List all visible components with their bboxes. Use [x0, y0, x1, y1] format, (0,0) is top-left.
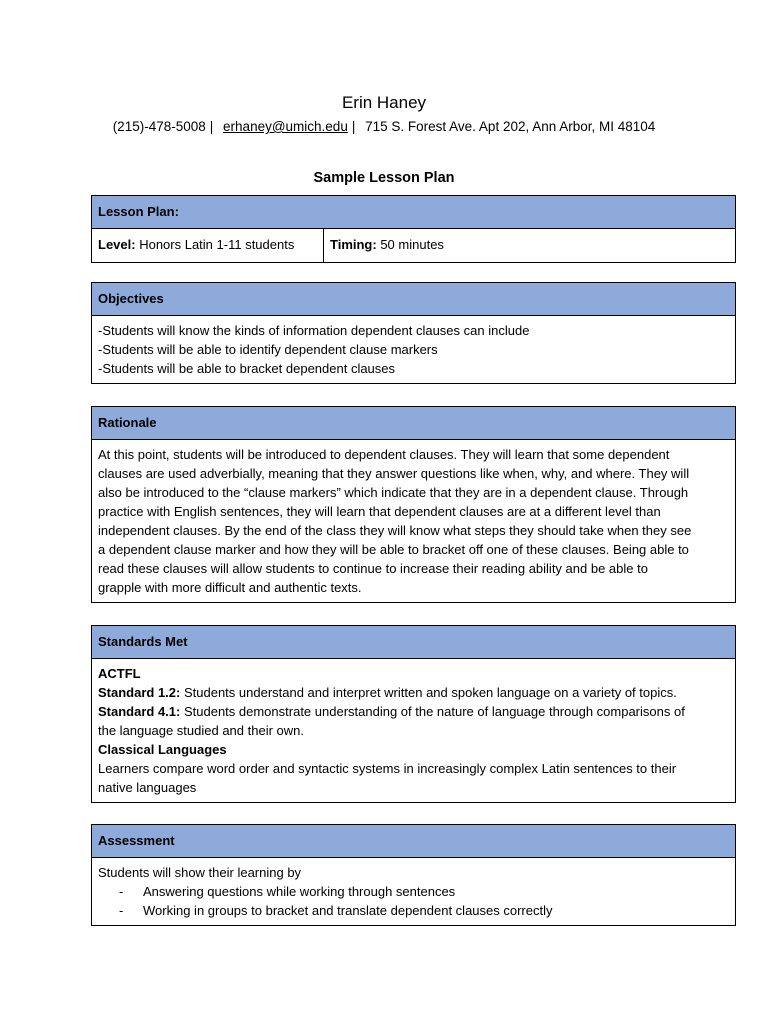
assessment-heading: Assessment [92, 825, 735, 858]
standard-text: Students understand and interpret written and spoken language on a variety of topics. [180, 685, 677, 700]
assessment-intro: Students will show their learning by [98, 865, 302, 880]
list-item [98, 901, 729, 920]
classical-languages-text: Learners compare word order and syntactic systems in increasingly complex Latin sentences to their [98, 761, 677, 776]
standard-label: Standard 1.2: [98, 685, 181, 700]
objectives-body [92, 316, 735, 383]
separator: | [351, 119, 356, 134]
assessment-section [91, 824, 736, 926]
standard-label: Standard 4.1: [98, 704, 181, 719]
standards-section [91, 625, 736, 803]
timing-value: 50 minutes [380, 237, 444, 252]
rationale-line: independent clauses. By the end of the class they will know what steps they should take when they see [98, 523, 692, 538]
rationale-line: read these clauses will allow students to continue to increase their reading ability and be able to [98, 561, 648, 576]
classical-languages-text-continued: native languages [98, 780, 197, 795]
assessment-body [92, 858, 735, 925]
address: 715 S. Forest Ave. Apt 202, Ann Arbor, MI 48104 [365, 119, 656, 134]
objective-line: -Students will know the kinds of information dependent clauses can include [98, 323, 530, 338]
rationale-line: At this point, students will be introduced to dependent clauses. They will learn that some dependent [98, 447, 670, 462]
level-value: Honors Latin 1-11 students [139, 237, 295, 252]
rationale-heading: Rationale [92, 407, 735, 440]
assessment-list [98, 882, 729, 920]
rationale-line: a dependent clause marker and how they will be able to bracket off one of these clauses. Being able to [98, 542, 689, 557]
phone-number: (215)-478-5008 [112, 119, 206, 134]
standard-text: Students demonstrate understanding of the nature of language through comparisons of [180, 704, 685, 719]
rationale-line: also be introduced to the “clause markers” which indicate that they are in a dependent clause. Through [98, 485, 689, 500]
lesson-plan-heading: Lesson Plan: [92, 196, 735, 229]
rationale-body [92, 440, 735, 602]
document-title: Sample Lesson Plan [313, 170, 455, 186]
list-item-text: Working in groups to bracket and translate dependent clauses correctly [143, 903, 553, 918]
timing-cell [324, 229, 735, 262]
level-label: Level: [98, 237, 136, 252]
dash-bullet: - [119, 903, 124, 918]
author-name: Erin Haney [341, 93, 427, 112]
level-cell [92, 229, 324, 262]
objective-line: -Students will be able to bracket dependent clauses [98, 361, 396, 376]
list-item [98, 882, 729, 901]
actfl-heading: ACTFL [98, 666, 141, 681]
separator: | [209, 119, 214, 134]
contact-line [0, 118, 768, 136]
dash-bullet: - [119, 884, 124, 899]
rationale-line: clauses are used adverbially, meaning that they answer questions like when, why, and where. They will [98, 466, 690, 481]
email-link[interactable]: erhaney@umich.edu [223, 119, 348, 134]
standard-1-2 [98, 683, 729, 702]
list-item-text: Answering questions while working through sentences [143, 884, 456, 899]
rationale-line: grapple with more difficult and authentic texts. [98, 580, 362, 595]
standards-heading: Standards Met [92, 626, 735, 659]
classical-languages-heading: Classical Languages [98, 742, 227, 757]
rationale-line: practice with English sentences, they will learn that dependent clauses are at a different level than [98, 504, 661, 519]
objective-line: -Students will be able to identify dependent clause markers [98, 342, 438, 357]
lesson-plan-details-row [92, 229, 735, 262]
standard-text-continued: the language studied and their own. [98, 723, 304, 738]
objectives-heading: Objectives [92, 283, 735, 316]
rationale-section [91, 406, 736, 603]
standard-4-1 [98, 702, 729, 721]
lesson-plan-section [91, 195, 736, 263]
standards-body [92, 659, 735, 802]
timing-label: Timing: [330, 237, 377, 252]
objectives-section [91, 282, 736, 384]
